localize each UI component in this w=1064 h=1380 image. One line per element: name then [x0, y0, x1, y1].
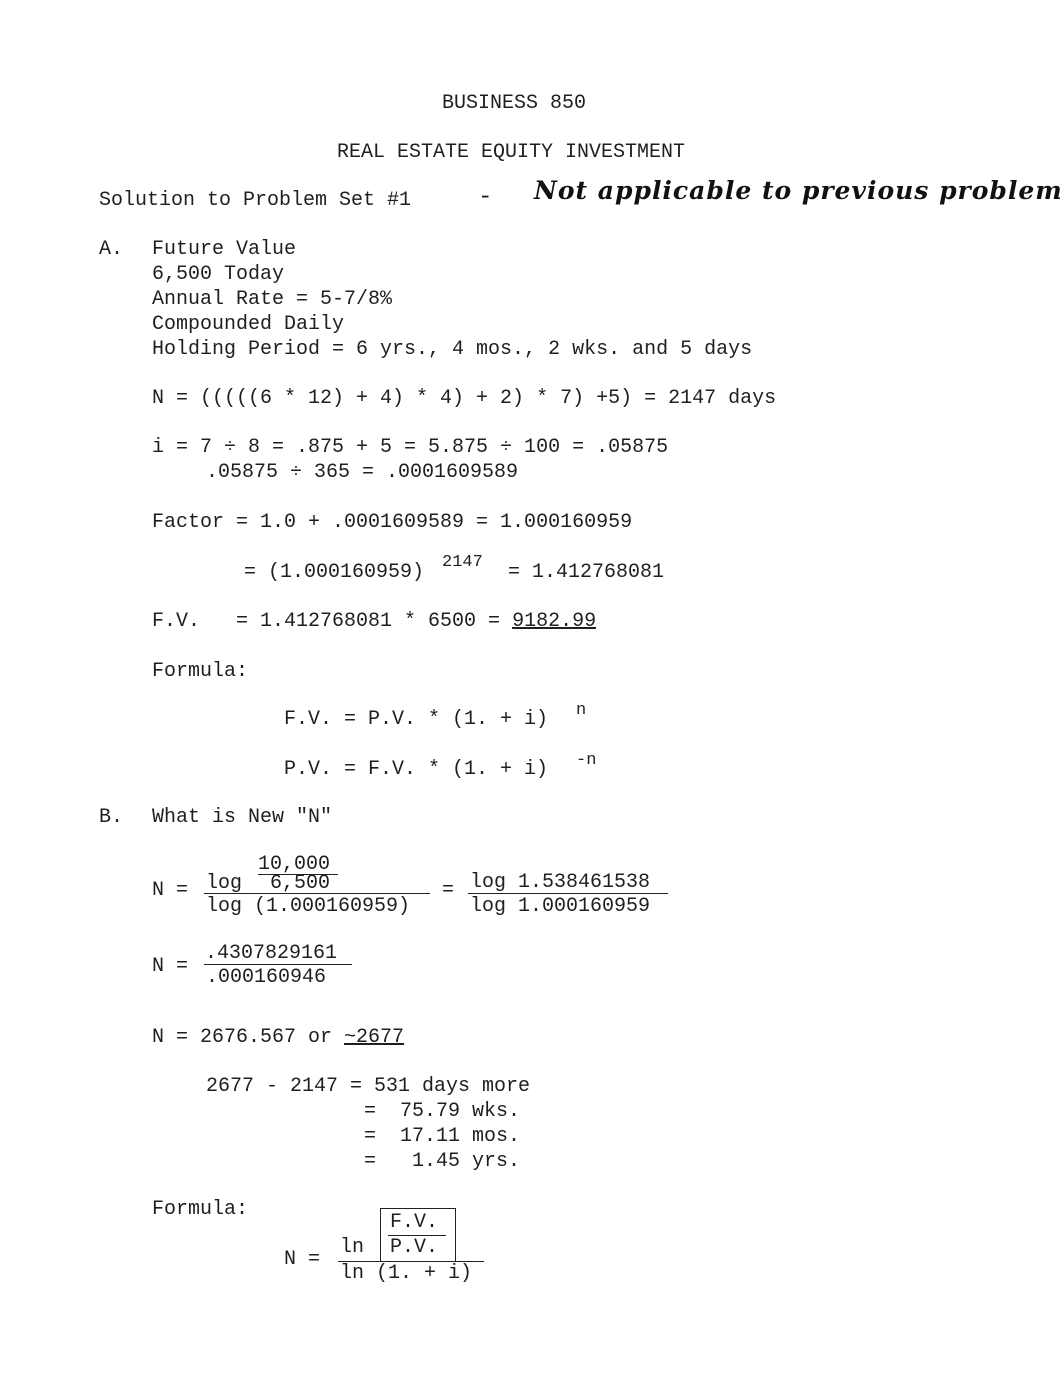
formula-ln: ln	[340, 1236, 365, 1259]
course-title: BUSINESS 850	[442, 92, 587, 115]
section-a-line-3: Annual Rate = 5-7/8%	[152, 288, 393, 311]
formula-pv-den: P.V.	[390, 1236, 439, 1259]
fraction-line-2	[468, 893, 668, 894]
section-a-line-1: Future Value	[152, 238, 297, 261]
fraction-inner-denominator: 6,500	[270, 872, 331, 895]
factor-line-2-base: = (1.000160959)	[244, 561, 425, 584]
n-equals-2: N =	[152, 955, 189, 978]
factor-exponent: 2147	[442, 553, 483, 572]
n-result-line	[152, 1026, 404, 1050]
fraction-2-numerator: log 1.538461538	[470, 871, 651, 894]
formula-pv-exponent: -n	[576, 751, 597, 770]
solution-title: Solution to Problem Set #1	[99, 189, 412, 212]
n-calculation: N = (((((6 * 12) + 4) * 4) + 2) * 7) +5) = 2147 days	[152, 387, 777, 410]
n-equals-formula: N =	[284, 1248, 321, 1271]
fraction-3-numerator: .4307829161	[205, 942, 338, 965]
fraction-log-label: log	[206, 872, 243, 895]
difference-line-3: = 17.11 mos.	[364, 1125, 521, 1148]
formula-label-b: Formula:	[152, 1198, 249, 1221]
factor-line-1: Factor = 1.0 + .0001609589 = 1.000160959	[152, 511, 633, 534]
difference-line-1: 2677 - 2147 = 531 days more	[206, 1075, 531, 1098]
section-a-label: A.	[99, 238, 124, 261]
formula-denominator: ln (1. + i)	[340, 1262, 473, 1285]
i-calculation-2: .05875 ÷ 365 = .0001609589	[206, 461, 519, 484]
fraction-3-denominator: .000160946	[206, 966, 327, 989]
fraction-2-denominator: log 1.000160959	[470, 895, 651, 918]
section-b-label: B.	[99, 806, 124, 829]
formula-fv-exponent: n	[576, 701, 587, 720]
n-equals-1: N =	[152, 879, 189, 902]
n-result-value: ~2677	[344, 1026, 405, 1049]
formula-fv: F.V. = P.V. * (1. + i)	[284, 708, 549, 731]
section-a-line-4: Compounded Daily	[152, 313, 345, 336]
factor-line-2-result: = 1.412768081	[508, 561, 665, 584]
fraction-1-denominator: log (1.000160959)	[206, 895, 411, 918]
formula-label-a: Formula:	[152, 660, 249, 683]
n-result-prefix: N = 2676.567 or	[152, 1026, 345, 1049]
fraction-line-1	[204, 893, 430, 894]
fraction-line-3	[204, 964, 352, 965]
formula-fv-num: F.V.	[390, 1211, 439, 1234]
difference-line-4: = 1.45 yrs.	[364, 1150, 521, 1173]
difference-line-2: = 75.79 wks.	[364, 1100, 521, 1123]
section-b-title: What is New "N"	[152, 806, 333, 829]
fraction-inner-numerator: 10,000	[258, 853, 331, 876]
formula-pv: P.V. = F.V. * (1. + i)	[284, 758, 549, 781]
section-a-line-5: Holding Period = 6 yrs., 4 mos., 2 wks. and 5 days	[152, 338, 753, 361]
fv-result: 9182.99	[512, 610, 597, 633]
section-a-line-2: 6,500 Today	[152, 263, 285, 286]
i-calculation-1: i = 7 ÷ 8 = .875 + 5 = 5.875 ÷ 100 = .05875	[152, 436, 669, 459]
handwritten-note: Not applicable to previous problem	[534, 176, 1063, 205]
equals-sign: =	[442, 879, 455, 902]
fv-line	[152, 610, 596, 634]
document-subtitle: REAL ESTATE EQUITY INVESTMENT	[337, 141, 686, 164]
header-dash: -	[478, 184, 493, 211]
fv-prefix: F.V. = 1.412768081 * 6500 =	[152, 610, 513, 633]
